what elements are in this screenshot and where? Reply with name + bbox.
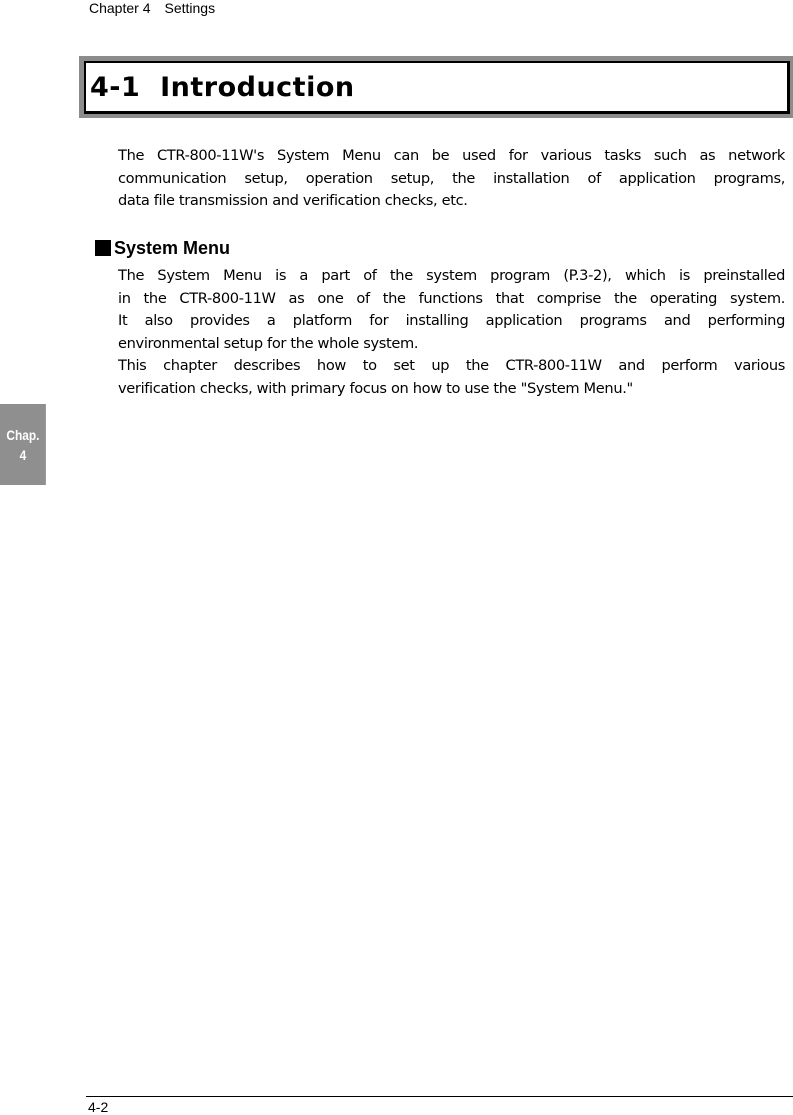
paragraph-line: The System Menu is a part of the system program (P.3-2), which is preinstalled	[118, 267, 785, 284]
paragraph-line: environmental setup for the whole system.	[118, 334, 419, 352]
paragraph-line: verification checks, with primary focus on how to use the "System Menu."	[118, 379, 633, 397]
system-menu-heading-text: System Menu	[114, 238, 231, 258]
running-header	[89, 0, 215, 16]
intro-line: The CTR-800-11W's System Menu can be used for various tasks such as network	[118, 147, 785, 164]
page-title: 4-1 Introduction	[90, 72, 355, 103]
black-square-bullet-icon	[95, 240, 111, 256]
chapter-tab-label: Chap.	[6, 426, 40, 443]
paragraph-line: This chapter describes how to set up the CTR-800-11W and perform various	[118, 357, 785, 374]
chapter-tab-number: 4	[19, 446, 27, 463]
system-menu-paragraph-2	[118, 355, 785, 400]
header-chapter: Chapter 4	[89, 0, 151, 16]
section-title-box	[84, 61, 790, 114]
paragraph-line: It also provides a platform for installing application programs and performing	[118, 312, 785, 329]
system-menu-paragraph-1	[118, 265, 785, 355]
intro-line: communication setup, operation setup, the installation of application programs,	[118, 169, 785, 187]
intro-line: data file transmission and verification checks, etc.	[118, 192, 468, 209]
section-title-frame	[79, 56, 793, 118]
chapter-tab	[0, 404, 46, 485]
paragraph-line: in the CTR-800-11W as one of the functions that comprise the operating system.	[118, 289, 785, 307]
intro-paragraph	[118, 145, 785, 213]
header-section: Settings	[164, 0, 216, 16]
system-menu-heading	[95, 237, 230, 259]
footer-divider	[86, 1096, 793, 1097]
page-number: 4-2	[88, 1099, 109, 1115]
